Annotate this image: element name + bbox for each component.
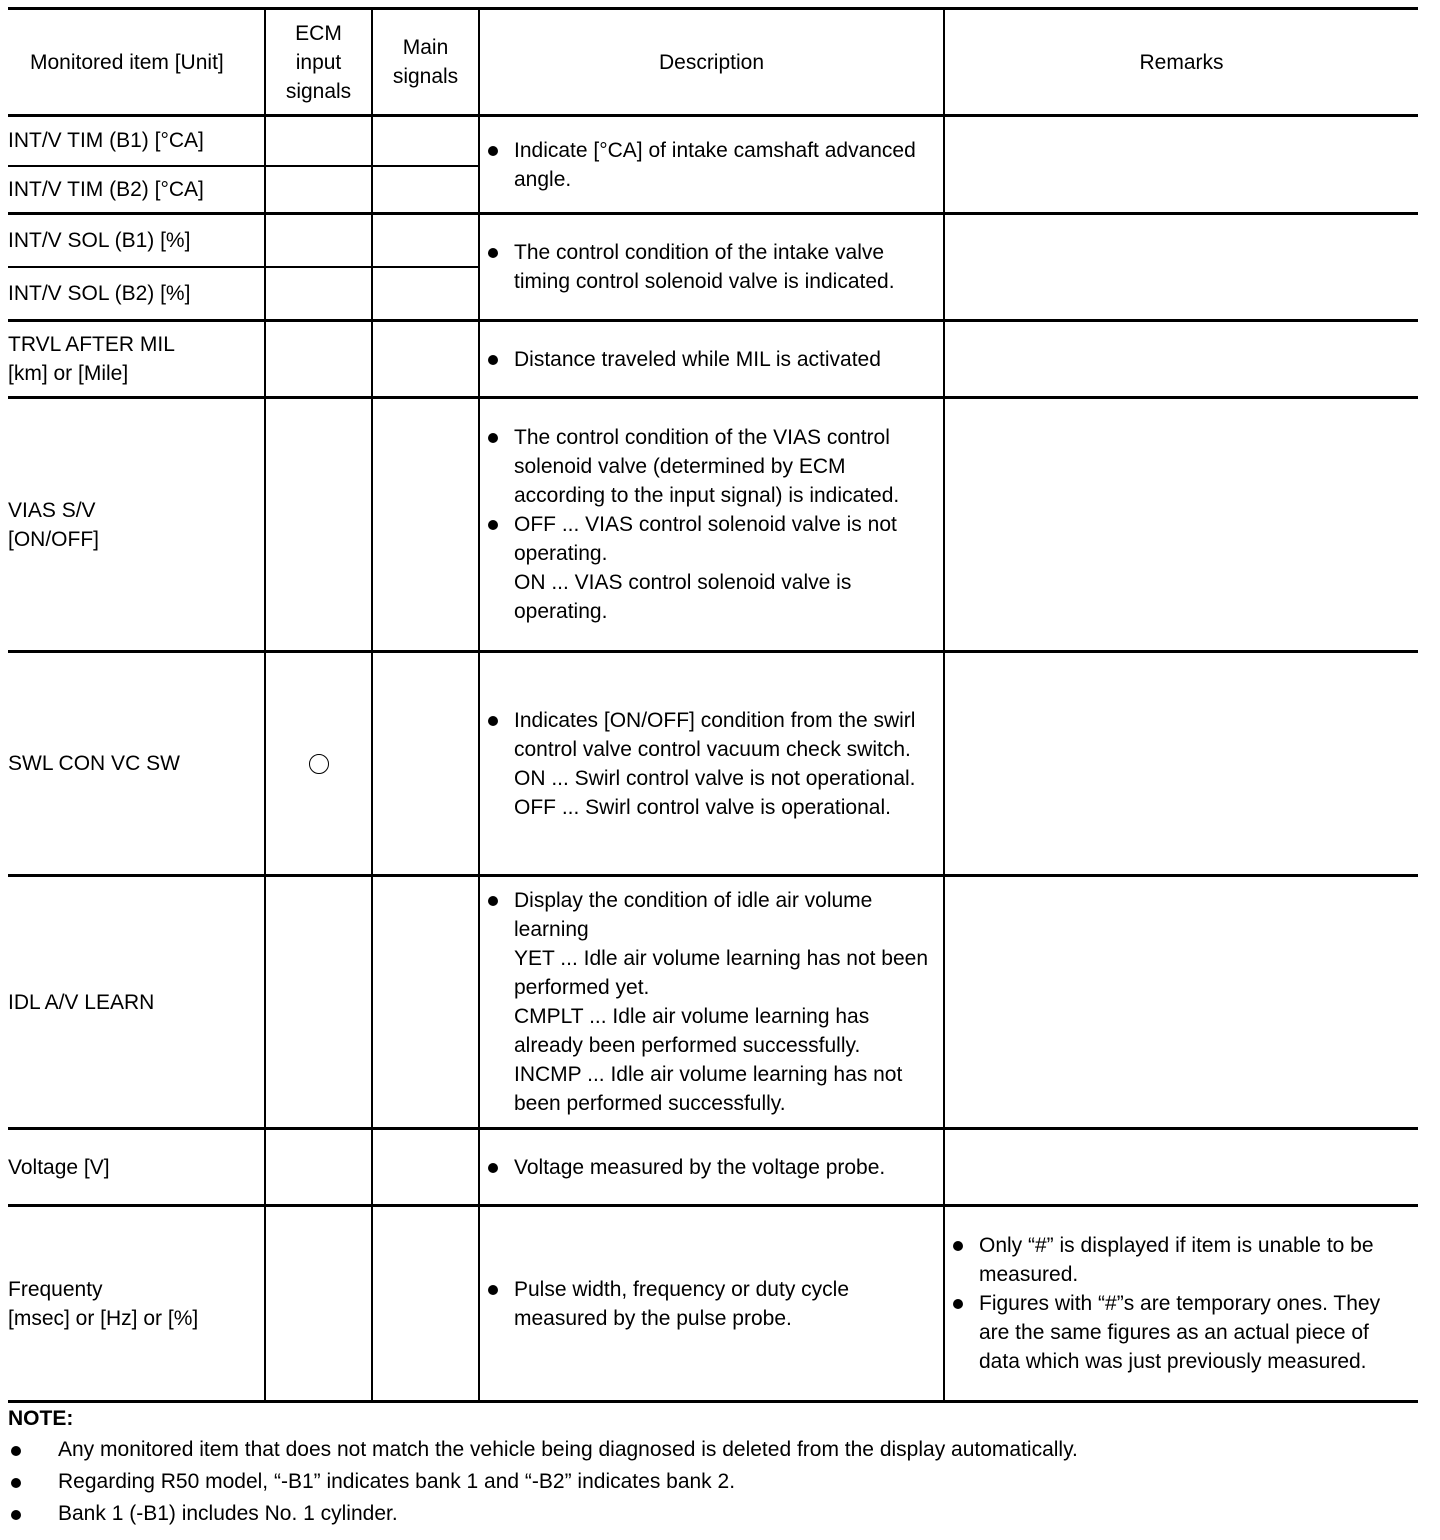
description-bullet: Pulse width, frequency or duty cycle measured by the pulse probe. [514, 1275, 933, 1333]
table-row [8, 1206, 1418, 1402]
note-item: Bank 1 (-B1) includes No. 1 cylinder. [8, 1498, 1428, 1530]
note-title: NOTE: [8, 1407, 74, 1430]
table-row [8, 876, 1418, 1129]
note-list [8, 1434, 1428, 1530]
description-cell [479, 116, 944, 214]
main-cell [372, 652, 479, 876]
main-cell [372, 1129, 479, 1206]
description-bullet: Indicate [°CA] of intake camshaft advanced angle. [514, 136, 933, 194]
item-swl-con-vc-sw: SWL CON VC SW [8, 652, 265, 876]
header-remarks: Remarks [944, 9, 1418, 116]
ecm-cell [265, 214, 372, 267]
remarks-cell [944, 398, 1418, 652]
ecm-cell [265, 116, 372, 166]
item-vias-s-v: VIAS S/V [ON/OFF] [8, 398, 265, 652]
main-cell [372, 166, 479, 214]
ecm-cell [265, 321, 372, 398]
item-voltage: Voltage [V] [8, 1129, 265, 1206]
remarks-cell [944, 1206, 1418, 1402]
description-cell [479, 1129, 944, 1206]
table-row [8, 652, 1418, 876]
main-cell [372, 214, 479, 267]
ecm-input-circle-icon [309, 754, 329, 774]
table-row [8, 321, 1418, 398]
table-row [8, 398, 1418, 652]
table-row [8, 116, 1418, 166]
remarks-bullet: Only “#” is displayed if item is unable to be measured. [979, 1231, 1408, 1289]
table-row [8, 1129, 1418, 1206]
item-int-v-sol-b1: INT/V SOL (B1) [%] [8, 214, 265, 267]
note-item: Any monitored item that does not match the vehicle being diagnosed is deleted from the display automatically. [8, 1434, 1428, 1466]
ecm-cell [265, 876, 372, 1129]
description-bullet: Voltage measured by the voltage probe. [514, 1153, 933, 1182]
description-cell [479, 214, 944, 321]
ecm-cell [265, 652, 372, 876]
description-cell [479, 1206, 944, 1402]
description-bullet: Display the condition of idle air volume learning YET ... Idle air volume learning has not been performed yet. CMPLT ... Idle air volume learning has already been performed successfully. INCMP ... Idle air volume learning has not been performed successfully. [514, 886, 933, 1118]
note-section [8, 1404, 1428, 1530]
header-description: Description [479, 9, 944, 116]
main-cell [372, 267, 479, 321]
item-idl-a-v-learn: IDL A/V LEARN [8, 876, 265, 1129]
remarks-bullet: Figures with “#”s are temporary ones. They are the same figures as an actual piece of data which was just previously measured. [979, 1289, 1408, 1376]
main-cell [372, 398, 479, 652]
main-cell [372, 1206, 479, 1402]
ecm-cell [265, 1129, 372, 1206]
ecm-cell [265, 398, 372, 652]
description-bullet: Distance traveled while MIL is activated [514, 345, 933, 374]
remarks-cell [944, 116, 1418, 214]
remarks-cell [944, 321, 1418, 398]
remarks-cell [944, 876, 1418, 1129]
main-cell [372, 321, 479, 398]
header-monitored-item: Monitored item [Unit] [8, 9, 265, 116]
description-cell [479, 876, 944, 1129]
main-cell [372, 876, 479, 1129]
table-row [8, 214, 1418, 267]
description-cell [479, 652, 944, 876]
description-bullet: The control condition of the VIAS control solenoid valve (determined by ECM according to the input signal) is indicated. [514, 423, 933, 510]
item-int-v-sol-b2: INT/V SOL (B2) [%] [8, 267, 265, 321]
item-int-v-tim-b1: INT/V TIM (B1) [°CA] [8, 116, 265, 166]
item-int-v-tim-b2: INT/V TIM (B2) [°CA] [8, 166, 265, 214]
ecm-cell [265, 1206, 372, 1402]
item-frequenty: Frequenty [msec] or [Hz] or [%] [8, 1206, 265, 1402]
item-trvl-after-mil: TRVL AFTER MIL [km] or [Mile] [8, 321, 265, 398]
main-cell [372, 116, 479, 166]
ecm-cell [265, 166, 372, 214]
description-bullet: The control condition of the intake valve timing control solenoid valve is indicated. [514, 238, 933, 296]
description-bullet: Indicates [ON/OFF] condition from the swirl control valve control vacuum check switch. ON ... Swirl control valve is not operational. OFF ... Swirl control valve is operational. [514, 706, 933, 822]
ecm-cell [265, 267, 372, 321]
monitored-items-table [8, 7, 1418, 1403]
remarks-cell [944, 214, 1418, 321]
description-cell [479, 321, 944, 398]
description-bullet: OFF ... VIAS control solenoid valve is not operating. ON ... VIAS control solenoid valve is operating. [514, 510, 933, 626]
note-item: Regarding R50 model, “-B1” indicates bank 1 and “-B2” indicates bank 2. [8, 1466, 1428, 1498]
description-cell [479, 398, 944, 652]
remarks-cell [944, 652, 1418, 876]
header-ecm-input-signals: ECM input signals [265, 9, 372, 116]
header-main-signals: Main signals [372, 9, 479, 116]
remarks-cell [944, 1129, 1418, 1206]
header-row [8, 9, 1418, 116]
